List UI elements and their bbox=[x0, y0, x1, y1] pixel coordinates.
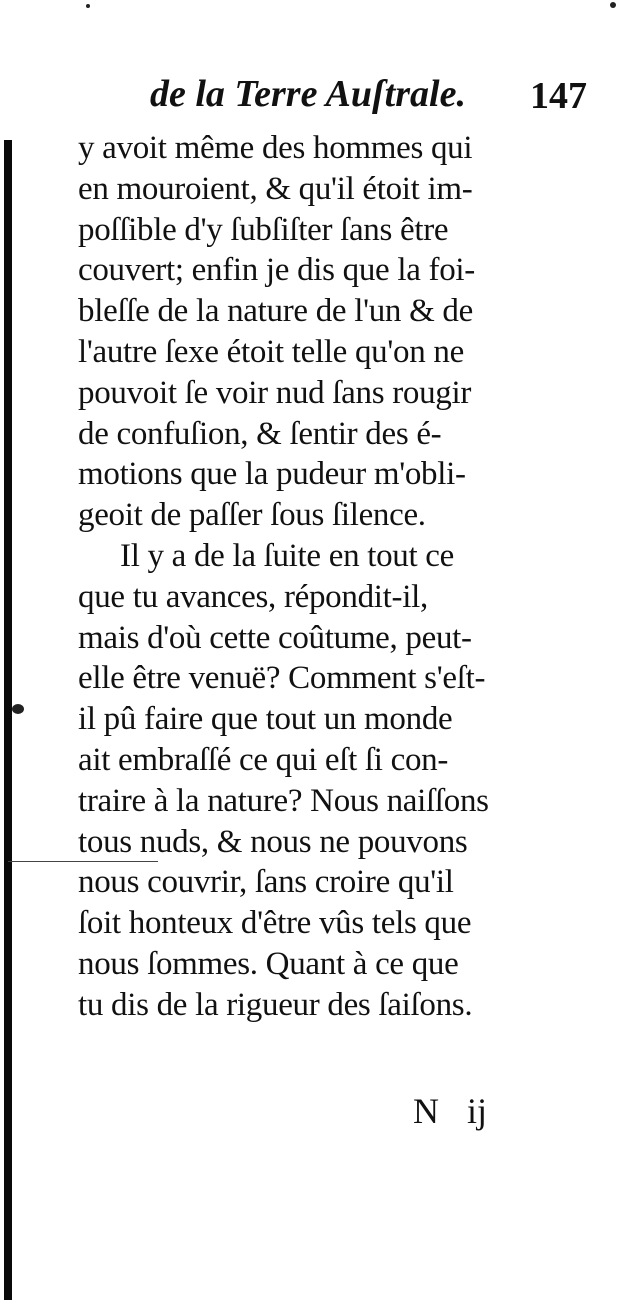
running-title: de la Terre Auſtrale. bbox=[150, 73, 466, 115]
page-number: 147 bbox=[530, 75, 587, 117]
text-line: nous couvrir, ſans croire qu'il bbox=[78, 864, 454, 901]
text-line: ſoit honteux d'être vûs tels que bbox=[78, 905, 472, 942]
ink-speck bbox=[12, 704, 24, 714]
text-line: ait embraſſé ce qui eſt ſi con- bbox=[78, 741, 449, 778]
text-line: en mouroient, & qu'il étoit im- bbox=[78, 170, 473, 207]
text-line: couvert; enfin je dis que la foi- bbox=[78, 252, 475, 289]
text-line: tu dis de la rigueur des ſaiſons. bbox=[78, 986, 473, 1023]
signature-letter: N bbox=[413, 1091, 439, 1131]
running-header bbox=[150, 72, 610, 116]
signature-mark bbox=[413, 1090, 487, 1132]
text-line: traire à la nature? Nous naiſſons bbox=[78, 782, 489, 819]
text-line: motions que la pudeur m'obli- bbox=[78, 456, 466, 493]
paragraph-1 bbox=[78, 128, 598, 536]
text-line: de confuſion, & ſentir des é- bbox=[78, 415, 442, 452]
text-line: bleſſe de la nature de l'un & de bbox=[78, 293, 473, 330]
text-line: geoit de paſſer ſous ſilence. bbox=[78, 497, 426, 534]
text-line: pouvoit ſe voir nud ſans rougir bbox=[78, 374, 472, 411]
text-line: mais d'où cette coûtume, peut- bbox=[78, 619, 472, 656]
text-line: poſſible d'y ſubſiſter ſans être bbox=[78, 211, 449, 248]
text-line: Il y a de la ſuite en tout ce bbox=[120, 537, 454, 574]
ink-speck bbox=[86, 4, 90, 8]
text-line: il pû faire que tout un monde bbox=[78, 701, 453, 738]
binding-gutter-shadow bbox=[4, 140, 12, 1300]
text-line: que tu avances, répondit-il, bbox=[78, 578, 428, 615]
text-body bbox=[78, 128, 598, 1026]
ink-speck bbox=[610, 2, 616, 8]
text-line: y avoit même des hommes qui bbox=[78, 130, 473, 166]
text-line: l'autre ſexe étoit telle qu'on ne bbox=[78, 333, 464, 370]
text-line: tous nuds, & nous ne pouvons bbox=[78, 823, 468, 860]
signature-numeral: ij bbox=[467, 1091, 488, 1131]
paragraph-2 bbox=[78, 536, 598, 1026]
text-line: nous ſommes. Quant à ce que bbox=[78, 945, 459, 982]
text-line: elle être venuë? Comment s'eſt- bbox=[78, 660, 486, 697]
